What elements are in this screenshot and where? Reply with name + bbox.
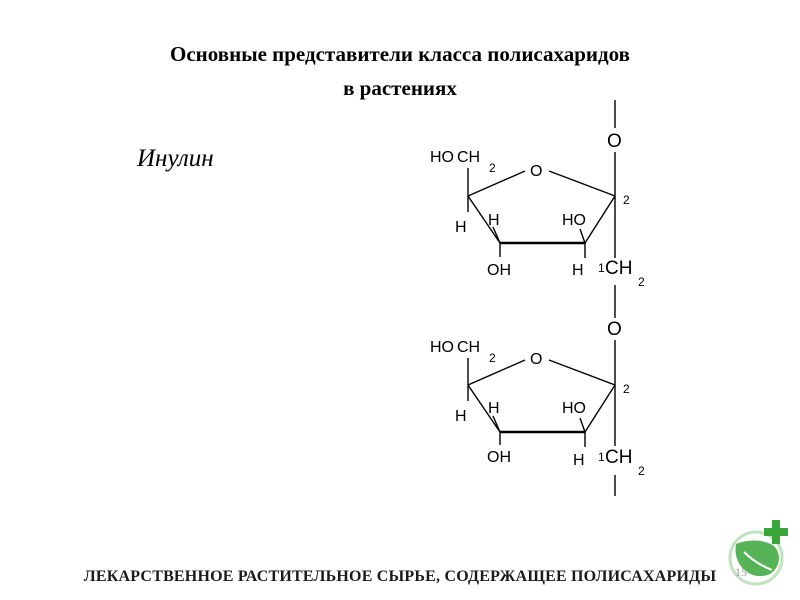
compound-name: Инулин xyxy=(137,145,214,172)
c5-hydrogen: H xyxy=(455,219,467,236)
fructose-ring-lower xyxy=(430,339,645,478)
ring-bond-c5-o xyxy=(468,360,525,385)
c3-ho-bond xyxy=(580,229,585,243)
bridge-oxygen-top: O xyxy=(607,131,622,152)
ring-bond-c5-o xyxy=(468,171,525,196)
ring-bond-c3-c2 xyxy=(585,385,615,432)
ch2-chain-label: CH xyxy=(605,447,633,468)
fructose-ring-upper xyxy=(430,149,645,289)
ch2-chain-subscript: 2 xyxy=(638,275,645,289)
carbon-2-number: 2 xyxy=(623,382,630,396)
ring-oxygen-label: O xyxy=(530,351,543,368)
carbon-2-number: 2 xyxy=(623,193,630,207)
c5-hydrogen: H xyxy=(455,408,467,425)
ch2-chain-label: CH xyxy=(605,258,633,279)
slide-title-line-1: Основные представители класса полисахаридов xyxy=(170,42,630,66)
ring-bond-c3-c2 xyxy=(585,196,615,243)
hoch2-subscript: 2 xyxy=(489,161,496,175)
c4-hydroxyl: OH xyxy=(487,262,511,279)
ch2-chain-subscript: 2 xyxy=(638,464,645,478)
slide-number: 15 xyxy=(735,565,747,579)
hoch2-label: HO CH xyxy=(430,149,481,166)
c3-ho-bond xyxy=(580,418,585,432)
c4-hydrogen: H xyxy=(488,212,500,229)
c3-hydroxyl: HO xyxy=(562,212,586,229)
slide-title-line-2: в растениях xyxy=(343,76,457,100)
c3-hydrogen: H xyxy=(573,452,585,469)
ring-bond-o-c2 xyxy=(549,171,615,196)
carbon-1-number: 1 xyxy=(598,261,605,275)
c3-hydroxyl: HO xyxy=(562,400,586,417)
c4-hydrogen: H xyxy=(488,400,500,417)
ring-oxygen-label: O xyxy=(530,163,543,180)
hoch2-subscript: 2 xyxy=(489,351,496,365)
carbon-1-number: 1 xyxy=(598,450,605,464)
ring-bond-o-c2 xyxy=(549,360,615,385)
hoch2-label: HO CH xyxy=(430,339,481,356)
bridge-oxygen-middle: O xyxy=(607,319,622,340)
c3-hydrogen: H xyxy=(572,262,584,279)
footer-caption: ЛЕКАРСТВЕННОЕ РАСТИТЕЛЬНОЕ СЫРЬЕ, СОДЕРЖАЩЕЕ ПОЛИСАХАРИДЫ xyxy=(83,568,717,585)
c4-hydroxyl: OH xyxy=(487,449,511,466)
